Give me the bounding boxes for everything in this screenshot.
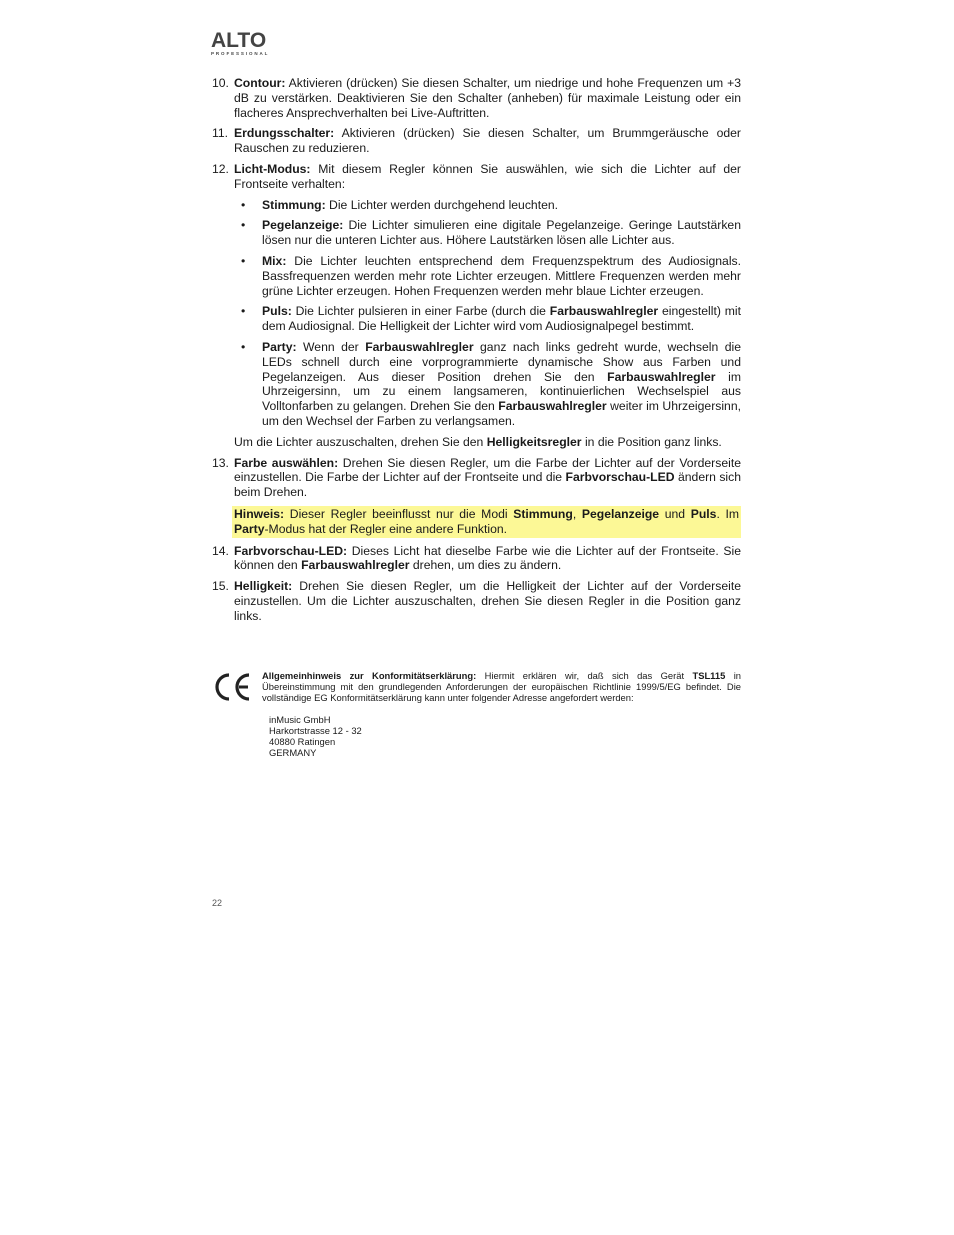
item-number: 12.: [212, 161, 229, 176]
item-number: 15.: [212, 579, 229, 594]
bullet-text: weiter im Uhrzeigersinn, um den Wechsel der Farben zu verlangsamen.: [262, 399, 741, 428]
bullet-text: Die Lichter pulsieren in einer Farbe (durch die: [295, 304, 546, 319]
bullet-term: Stimmung:: [262, 197, 326, 212]
item-text: Dieses Licht hat dieselbe Farbe wie die Lichter auf der Frontseite. Sie können den: [234, 543, 741, 573]
item-text: Mit diesem Regler können Sie auswählen, wie sich die Lichter auf der Frontseite verhalten:: [234, 161, 741, 191]
item-11: [212, 126, 741, 156]
item-10: [212, 76, 741, 120]
para-text: Um die Lichter auszuschalten, drehen Sie den: [234, 434, 484, 449]
item-term: Erdungsschalter:: [234, 126, 335, 141]
hint-bold: Stimmung: [513, 506, 573, 521]
hint-bold: Party: [234, 521, 265, 536]
item-number: 13.: [212, 455, 229, 470]
item-term: Helligkeit:: [234, 579, 293, 594]
conformity-statement: [262, 670, 741, 703]
bullet-text: im Uhrzeigersinn, um zu einem langsameren, kontinuierlichen Wechselspiel aus Volltonfarben zu gelangen. Drehen Sie den: [262, 369, 742, 414]
bullet-term: Puls:: [262, 304, 292, 319]
lights-off-note: [212, 435, 741, 450]
hint-bold: Pegelanzeige: [581, 506, 660, 521]
item-15: [212, 579, 741, 623]
ce-mark-icon: [212, 671, 252, 703]
item-13: [212, 456, 741, 500]
address-line: 40880 Ratingen: [269, 736, 336, 747]
bullet-text: eingestellt) mit dem Audiosignal. Die Helligkeit der Lichter wird vom Audiosignalpegel bestimmt.: [262, 304, 741, 334]
para-text: in die Position ganz links.: [584, 434, 722, 449]
bullet-text: ganz nach links gedreht wurde, wechseln die LEDs schnell durch eine vorprogrammierte dynamische Show aus Farben und Pegelanzeigen. Aus dieser Position drehen Sie den: [262, 339, 742, 384]
address-line: inMusic GmbH: [269, 714, 331, 725]
hint-text: Dieser Regler beeinflusst nur die Modi: [289, 506, 508, 521]
list-item-puls: [234, 304, 741, 334]
item-text: ändern sich beim Drehen.: [234, 470, 742, 500]
item-bold: Farbauswahlregler: [301, 558, 410, 573]
bullet-bold: Farbauswahlregler: [607, 369, 716, 384]
item-14: [212, 544, 741, 574]
item-text: Drehen Sie diesen Regler, um die Helligkeit der Lichter auf der Vorderseite einzustellen. Um die Lichter auszuschalten, drehen Sie diesen Regler in die Position ganz links.: [234, 579, 741, 623]
hint-label: Hinweis:: [234, 506, 285, 521]
item-text: Drehen Sie diesen Regler, um die Farbe der Lichter auf der Vorderseite einzustellen. Die Farbe der Lichter auf der Frontseite und die: [234, 455, 741, 485]
bullet-bold: Farbauswahlregler: [365, 339, 474, 354]
bullet-term: Pegelanzeige:: [262, 218, 344, 233]
item-12: [212, 162, 741, 429]
hint-bold: Puls: [690, 506, 717, 521]
hint-text: und: [664, 506, 686, 521]
hint-box: [232, 506, 741, 538]
item-term: Farbvorschau-LED:: [234, 543, 348, 558]
item-number: 11.: [212, 126, 229, 141]
hint-text: . Im: [716, 506, 740, 521]
bullet-term: Mix:: [262, 253, 287, 268]
bullet-term: Party:: [262, 339, 297, 354]
item-term: Contour:: [234, 76, 286, 90]
hint-text: ,: [572, 506, 577, 521]
brand-sub: PROFESSIONAL: [211, 51, 270, 56]
list-item-party: [234, 340, 741, 429]
brand-name: ALTO: [211, 29, 267, 52]
item-number: 10.: [212, 76, 229, 90]
list-item-mix: [234, 254, 741, 298]
light-mode-list: [234, 198, 741, 429]
para-bold: Helligkeitsregler: [486, 434, 582, 449]
bullet-text: Die Lichter werden durchgehend leuchten.: [329, 197, 559, 212]
page-number: 22: [212, 898, 223, 908]
bullet-text: Die Lichter leuchten entsprechend dem Frequenzspektrum des Audiosignals. Bassfrequenzen werden mehr rote Lichter erzeugen. Mittlere Frequenzen werden mehr grüne Lichter erzeugen. Hohen Frequenzen werden mehr blaue Lichter erzeugen.: [262, 253, 742, 298]
item-text: drehen, um dies zu ändern.: [412, 558, 562, 573]
company-address: [269, 714, 362, 758]
manual-content: [212, 76, 741, 630]
conformity-label: Allgemeinhinweis zur Konformitätserklärung:: [262, 670, 477, 681]
conformity-text: Hiermit erklären wir, daß sich das Gerät: [484, 670, 685, 681]
bullet-text: Die Lichter simulieren eine digitale Pegelanzeige. Geringe Lautstärken lösen nur die unteren Lichter aus. Höhere Lautstärken lösen alle Lichter aus.: [262, 218, 741, 248]
device-name: TSL115: [692, 670, 726, 681]
alto-logo: [211, 29, 281, 58]
bullet-bold: Farbauswahlregler: [549, 304, 659, 319]
list-item-pegelanzeige: [234, 218, 741, 248]
list-item-stimmung: [234, 198, 741, 213]
address-line: Harkortstrasse 12 - 32: [269, 725, 362, 736]
item-text: Aktivieren (drücken) Sie diesen Schalter, um niedrige und hohe Frequenzen um +3 dB zu verstärken. Deaktivieren Sie den Schalter (anheben) für maximale Leistung oder ein flacheres Ansprechverhalten bei Live-Auftritten.: [234, 76, 741, 120]
item-term: Farbe auswählen:: [234, 455, 339, 470]
item-bold: Farbvorschau-LED: [565, 470, 675, 485]
hint-text: -Modus hat der Regler eine andere Funktion.: [264, 521, 508, 536]
bullet-bold: Farbauswahlregler: [498, 399, 607, 414]
address-line: GERMANY: [269, 747, 317, 758]
bullet-text: Wenn der: [303, 339, 359, 354]
item-term: Licht-Modus:: [234, 161, 311, 176]
conformity-text: in Übereinstimmung mit den grundlegenden Anforderungen der europäischen Richtlinie 1999/5/EG befindet. Die vollständige EG Konformitätserklärung kann unter folgender Adresse angefordert werden:: [262, 670, 742, 703]
item-number: 14.: [212, 543, 229, 558]
item-text: Aktivieren (drücken) Sie diesen Schalter, um Brummgeräusche oder Rauschen zu reduzieren.: [234, 126, 741, 156]
